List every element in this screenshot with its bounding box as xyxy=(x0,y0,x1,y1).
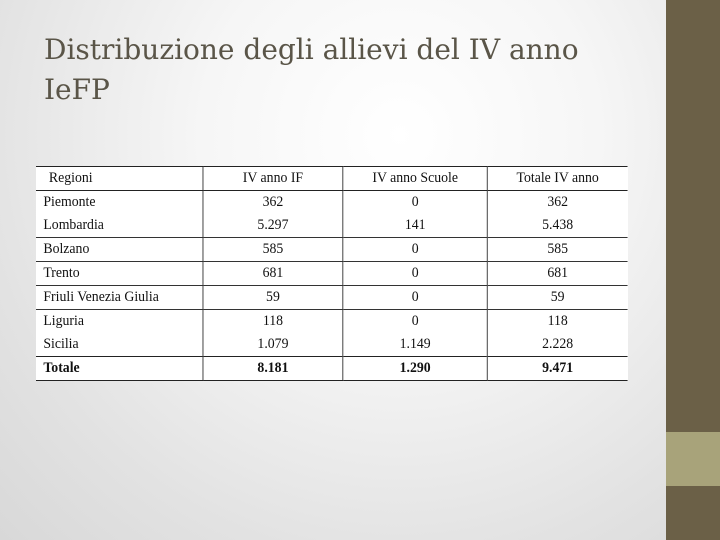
cell-region: Lombardia xyxy=(36,214,203,238)
cell-iv-anno-if: 1.079 xyxy=(203,333,343,357)
table-header-row xyxy=(36,167,628,191)
cell-totale: 2.228 xyxy=(487,333,627,357)
cell-iv-anno-if: 5.297 xyxy=(203,214,343,238)
cell-iv-anno-scuole: 0 xyxy=(343,286,487,310)
cell-total-label: Totale xyxy=(36,357,203,381)
cell-iv-anno-scuole: 0 xyxy=(343,191,487,215)
cell-region: Piemonte xyxy=(43,194,96,210)
cell-totale: 59 xyxy=(487,286,627,310)
cell-iv-anno-if: 585 xyxy=(203,238,343,262)
cell-totale: 585 xyxy=(487,238,627,262)
cell-region: Liguria xyxy=(43,313,84,329)
cell-total-iv-anno-scuole: 1.290 xyxy=(343,357,487,381)
students-table xyxy=(36,166,628,381)
cell-totale: 5.438 xyxy=(487,214,627,238)
cell-iv-anno-scuole: 1.149 xyxy=(343,333,487,357)
cell-totale: 362 xyxy=(487,191,627,215)
table-image xyxy=(36,166,628,380)
header-iv-anno-scuole: IV anno Scuole xyxy=(343,167,487,191)
slide-title: Distribuzione degli allievi del IV anno IeFP xyxy=(44,33,579,106)
cell-total-iv-anno-if: 8.181 xyxy=(203,357,343,381)
decorative-side-accent xyxy=(666,432,720,486)
cell-totale: 681 xyxy=(487,262,627,286)
cell-iv-anno-scuole: 0 xyxy=(343,262,487,286)
cell-iv-anno-if: 118 xyxy=(203,310,343,334)
table-row xyxy=(36,238,628,262)
header-regioni: Regioni xyxy=(36,167,203,191)
cell-total-totale: 9.471 xyxy=(487,357,627,381)
cell-iv-anno-if: 681 xyxy=(203,262,343,286)
table-total-row xyxy=(36,357,628,381)
cell-iv-anno-scuole: 141 xyxy=(343,214,487,238)
table-row xyxy=(36,310,628,334)
table-row xyxy=(36,333,628,357)
table-row xyxy=(36,214,628,238)
cell-iv-anno-if: 362 xyxy=(203,191,343,215)
table-row xyxy=(36,262,628,286)
cell-region: Bolzano xyxy=(36,238,203,262)
cell-iv-anno-scuole: 0 xyxy=(343,310,487,334)
cell-region: Sicilia xyxy=(43,336,79,352)
table-row xyxy=(36,191,628,215)
cell-region: Trento xyxy=(36,262,203,286)
cell-iv-anno-scuole: 0 xyxy=(343,238,487,262)
header-iv-anno-if: IV anno IF xyxy=(203,167,343,191)
cell-region: Friuli Venezia Giulia xyxy=(36,286,203,310)
cell-iv-anno-if: 59 xyxy=(203,286,343,310)
header-totale-iv-anno: Totale IV anno xyxy=(487,167,627,191)
table-row xyxy=(36,286,628,310)
cell-totale: 118 xyxy=(487,310,627,334)
